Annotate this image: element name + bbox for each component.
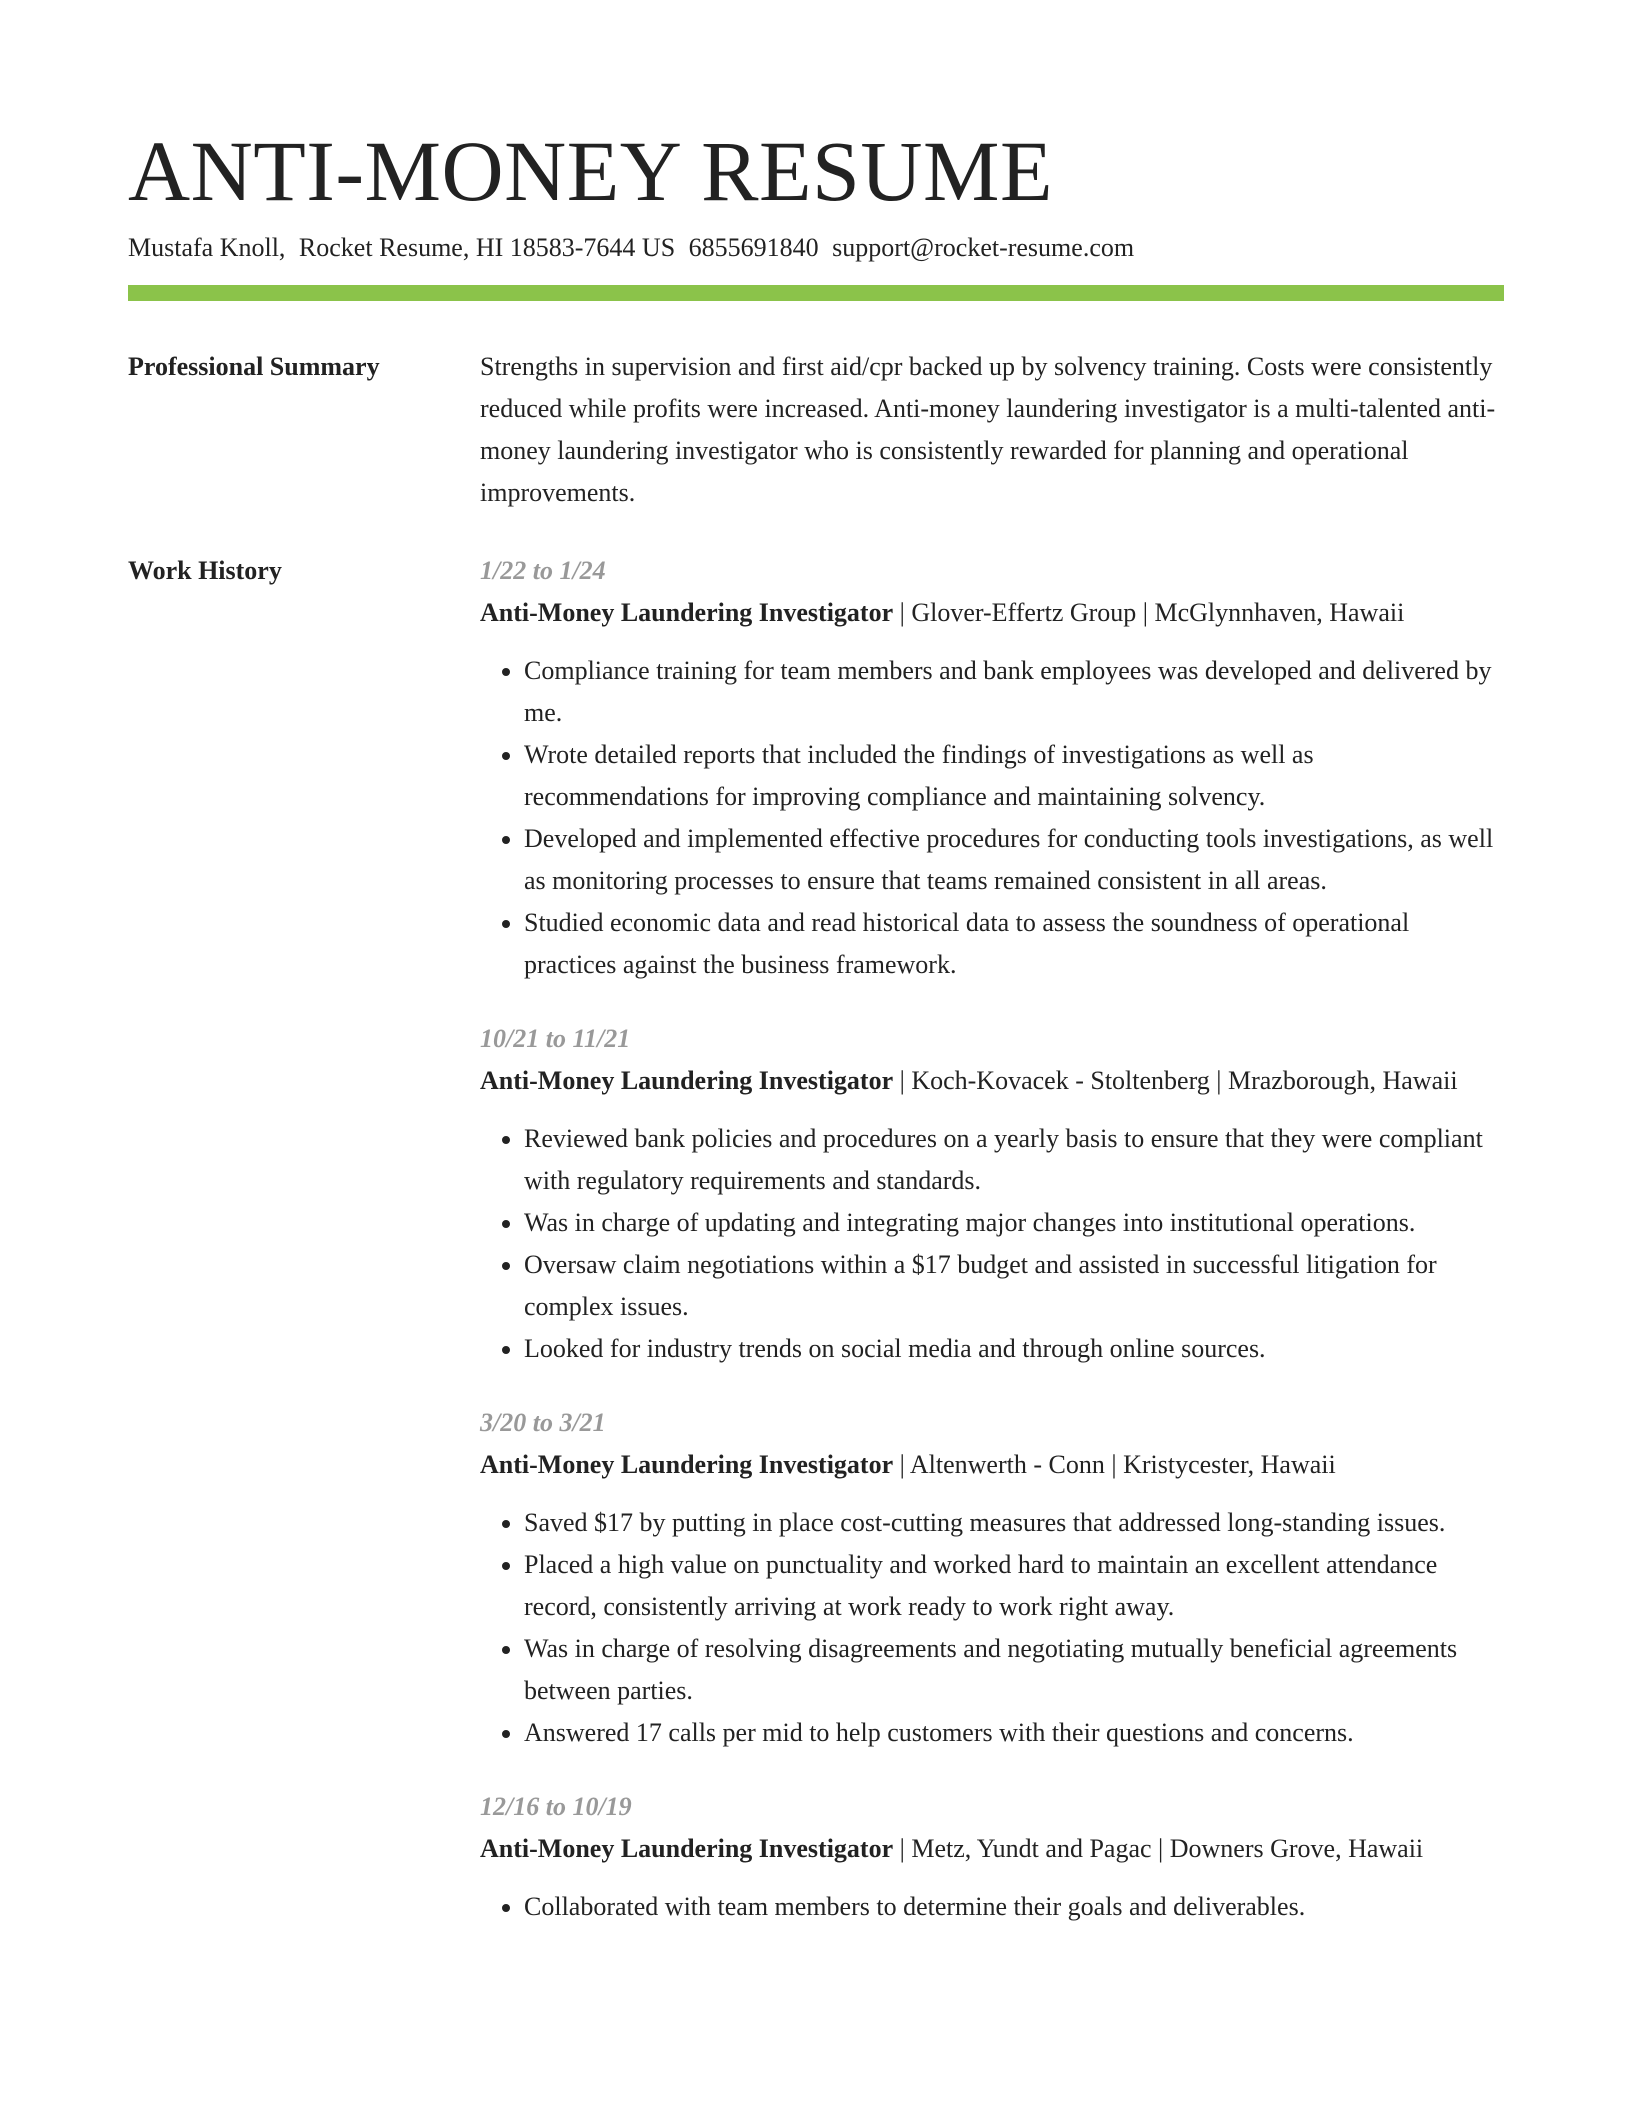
job-title: Anti-Money Laundering Investigator (480, 1066, 894, 1095)
job-bullet: • Was in charge of resolving disagreements and negotiating mutually beneficial agreements between parties. (524, 1628, 1504, 1712)
job-company-location: | Metz, Yundt and Pagac | Downers Grove, Hawaii (893, 1834, 1424, 1863)
job-dates: 10/21 to 11/21 (480, 1024, 631, 1053)
summary-body (480, 346, 1504, 514)
job-company-location: | Altenwerth - Conn | Kristycester, Hawaii (893, 1450, 1336, 1479)
job-bullet: • Collaborated with team members to determine their goals and deliverables. (524, 1886, 1504, 1928)
accent-divider (128, 285, 1504, 301)
job-bullet: • Saved $17 by putting in place cost-cutting measures that addressed long-standing issues. (524, 1502, 1504, 1544)
job-company-location: | Koch-Kovacek - Stoltenberg | Mrazborough, Hawaii (893, 1066, 1458, 1095)
job-bullet-list (480, 1118, 1504, 1370)
contact-email: support@rocket-resume.com (832, 233, 1135, 262)
job-bullet: • Was in charge of updating and integrating major changes into institutional operations. (524, 1202, 1504, 1244)
job-bullet-list (480, 650, 1504, 986)
job-dates: 12/16 to 10/19 (480, 1792, 632, 1821)
job-entry (480, 550, 1504, 986)
job-company-location: | Glover-Effertz Group | McGlynnhaven, Hawaii (893, 598, 1405, 627)
job-bullet: • Looked for industry trends on social media and through online sources. (524, 1328, 1504, 1370)
contact-name: Mustafa Knoll, (128, 233, 286, 262)
contact-location: Rocket Resume, HI 18583-7644 US (298, 233, 676, 262)
job-bullet-list (480, 1886, 1504, 1928)
job-bullet: • Developed and implemented effective procedures for conducting tools investigations, as well as monitoring processes to ensure that teams remained consistent in all areas. (524, 818, 1504, 902)
job-entry (480, 1402, 1504, 1754)
job-heading (480, 1828, 1504, 1870)
contact-line (128, 230, 1134, 266)
job-dates: 3/20 to 3/21 (480, 1408, 606, 1437)
job-entry (480, 1786, 1504, 1928)
job-title: Anti-Money Laundering Investigator (480, 598, 894, 627)
section-label-work-history: Work History (128, 556, 282, 585)
job-dates: 1/22 to 1/24 (480, 556, 606, 585)
job-bullet: • Placed a high value on punctuality and worked hard to maintain an excellent attendance record, consistently arriving at work ready to work right away. (524, 1544, 1504, 1628)
job-list (480, 550, 1504, 1960)
job-bullet: • Compliance training for team members and bank employees was developed and delivered by me. (524, 650, 1504, 734)
job-bullet: • Oversaw claim negotiations within a $17 budget and assisted in successful litigation for complex issues. (524, 1244, 1504, 1328)
job-heading (480, 1060, 1504, 1102)
job-bullet: • Studied economic data and read historical data to assess the soundness of operational practices against the business framework. (524, 902, 1504, 986)
job-bullet: • Reviewed bank policies and procedures on a yearly basis to ensure that they were compliant with regulatory requirements and standards. (524, 1118, 1504, 1202)
section-label-summary: Professional Summary (128, 352, 380, 381)
summary-text: Strengths in supervision and first aid/cpr backed up by solvency training. Costs were consistently reduced while profits were increased. Anti-money laundering investigator is a multi-talented anti-money laundering investigator who is consistently rewarded for planning and operational improvements. (480, 352, 1496, 507)
job-bullet-list (480, 1502, 1504, 1754)
contact-phone: 6855691840 (688, 233, 819, 262)
job-title: Anti-Money Laundering Investigator (480, 1450, 894, 1479)
job-bullet: • Wrote detailed reports that included the findings of investigations as well as recommendations for improving compliance and maintaining solvency. (524, 734, 1504, 818)
job-heading (480, 592, 1504, 634)
job-heading (480, 1444, 1504, 1486)
job-bullet: • Answered 17 calls per mid to help customers with their questions and concerns. (524, 1712, 1504, 1754)
resume-title: ANTI-MONEY RESUME (128, 123, 1053, 219)
job-title: Anti-Money Laundering Investigator (480, 1834, 894, 1863)
job-entry (480, 1018, 1504, 1370)
